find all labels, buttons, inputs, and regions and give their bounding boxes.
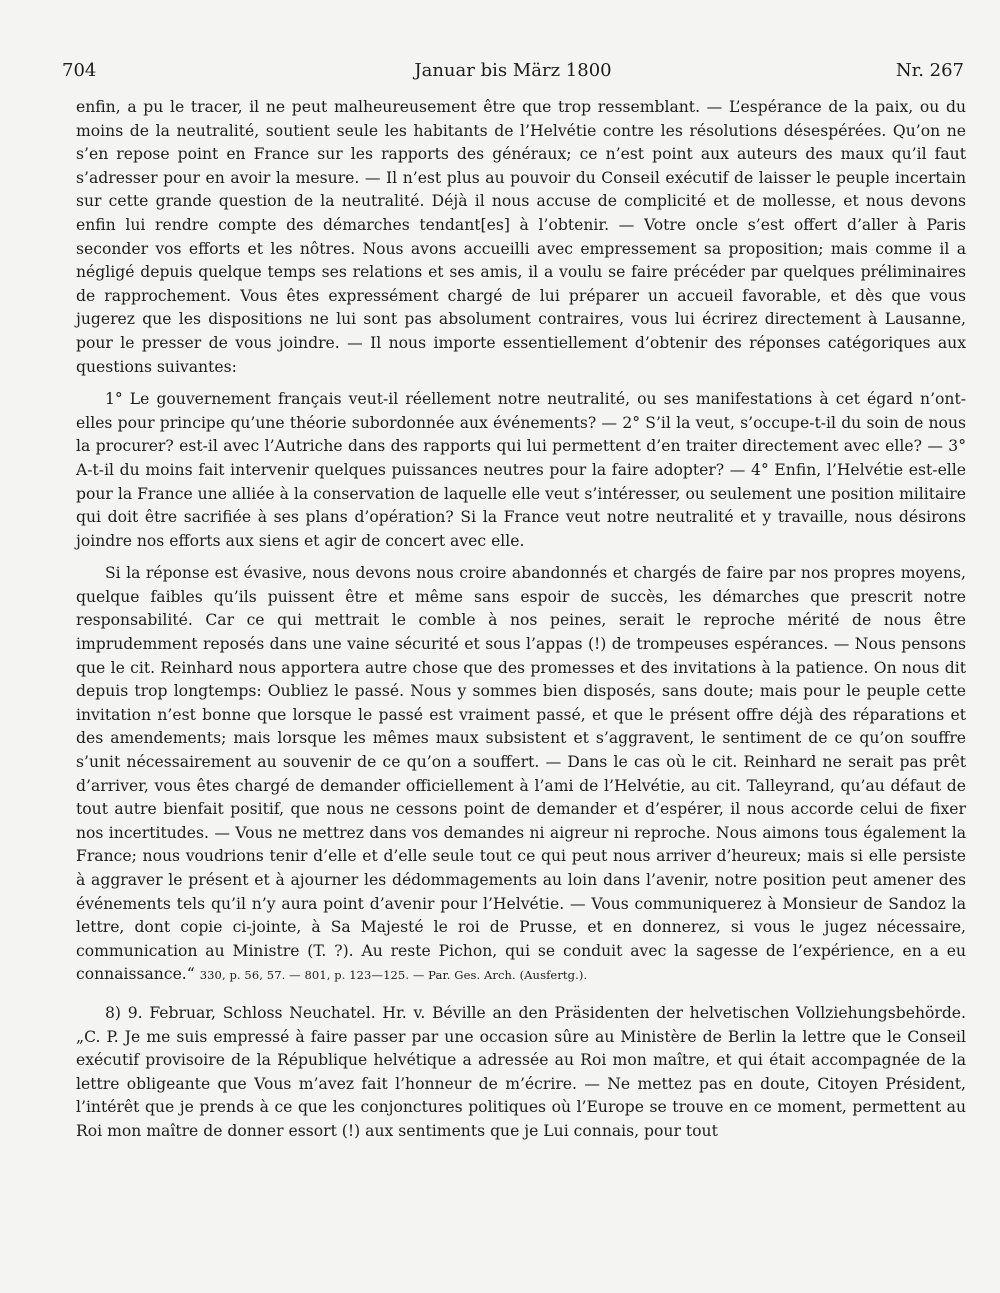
paragraph-3-text: Si la réponse est évasive, nous devons nous croire abandonnés et chargés de faire par nos propres moyens, quelque faibles qu’ils puissent être et même sans espoir de succès, les démarches que prescrit notre responsabilité. Car ce qui mettrait le comble à nos peines, serait le reproche mérité de nous être imprudemment reposés dans une vaine sécurité et sous l’appas (!) de trompeuses espérances. — Nous pensons que le cit. Reinhard nous apportera autre chose que des promesses et des invitations à la patience. On nous dit depuis trop longtemps: Oubliez le passé. Nous y sommes bien disposés, sans doute; mais pour le peuple cette invitation n’est bonne que lorsque le passé est vraiment passé, et que le présent offre déjà des réparations et des amendements; mais lorsque les mêmes maux subsistent et s’aggravent, le sentiment de ce qu’on souffre s’unit nécessairement au souvenir de ce qu’on a souffert. — Dans le cas où le cit. Reinhard ne serait pas prêt d’arriver, vous êtes chargé de demander officiellement à l’ami de l’Helvétie, au cit. Talleyrand, qu’au défaut de tout autre bienfait positif, que nous ne cessons point de demander et d’espérer, il nous accorde celui de fixer nos incertitudes. — Vous ne mettrez dans vos demandes ni aigreur ni reproche. Nous aimons tous également la France; nous voudrions tenir d’elle et d’elle seule tout ce qui peut nous arriver d’heureux; mais si elle persiste à aggraver le présent et à ajourner les dédommagements au loin dans l’avenir, notre position peut amener des événements tels qu’il n’y aura point d’avenir pour l’Helvétie. — Vous communiquerez à Monsieur de Sandoz la lettre, dont copie ci-jointe, à Sa Majesté le roi de Prusse, et en donnerez, si vous le jugez nécessaire, communication au Ministre (T. ?). Au reste Pichon, qui se conduit avec la sagesse de l’expérience, en a eu connaissance.“ [76,564,966,984]
running-title: Januar bis März 1800 [414,60,612,81]
paragraph-1: enfin, a pu le tracer, il ne peut malheureusement être que trop ressemblant. — L’espérance de la paix, ou du moins de la neutralité, soutient seule les habitants de l’Helvétie contre les résolutions désespérées. Qu’on ne s’en repose point en France sur les rapports des généraux; ce n’est point aux auteurs des maux qu’il faut s’adresser pour en avoir la mesure. — Il n’est plus au pouvoir du Conseil exécutif de laisser le peuple incertain sur cette grande question de la neutralité. Déjà il nous accuse de complicité et de mollesse, et nous devons enfin lui rendre compte des démarches tendant[es] à l’obtenir. — Votre oncle s’est offert d’aller à Paris seconder vos efforts et les nôtres. Nous avons accueilli avec empressement sa proposition; mais comme il a négligé depuis quelque temps ses relations et ses amis, il a voulu se faire précéder par quelques préliminaires de rapprochement. Vous êtes expressément chargé de lui préparer un accueil favorable, et dès que vous jugerez que les dispositions ne lui sont pas absolument contraires, vous lui écrirez directement à Lausanne, pour le presser de vous joindre. — Il nous importe essentiellement d’obtenir des réponses catégoriques aux questions suivantes: [76,98,966,376]
document-number: Nr. 267 [895,60,964,81]
page-header [62,60,964,86]
paragraph-questions: 1° Le gouvernement français veut-il réellement notre neutralité, ou ses manifestations à cet égard n’ont-elles pour principe qu’une théorie subordonnée aux événements? — 2° S’il la veut, s’occupe-t-il du soin de nous la procurer? est-il avec l’Autriche dans des rapports qui lui permettent d’en traiter directement avec elle? — 3° A-t-il du moins fait intervenir quelques puissances neutres pour la faire adopter? — 4° Enfin, l’Helvétie est-elle pour la France une alliée à la conservation de laquelle elle veut s’intéresser, ou seulement une position militaire qui doit être sacrifiée à ses plans d’opération? Si la France veut notre neutralité et y travaille, nous désirons joindre nos efforts aux siens et agir de concert avec elle. [76,390,966,550]
paragraph-entry-8: 8) 9. Februar, Schloss Neuchatel. Hr. v. Béville an den Präsidenten der helvetischen Vollziehungsbehörde. „C. P. Je me suis empressé à faire passer par une occasion sûre au Ministère de Berlin la lettre que le Conseil exécutif provisoire de la République helvétique a adressée au Roi mon maître, et qui était accompagnée de la lettre obligeante que Vous m’avez fait l’honneur de m’écrire. — Ne mettez pas en doute, Citoyen Président, l’intérêt que je prends à ce que les conjonctures politiques où l’Europe se trouve en ce moment, permettent au Roi mon maître de donner essort (!) aux sentiments que je Lui connais, pour tout [76,1003,966,1140]
page-number: 704 [62,60,97,81]
page-body [76,96,966,1144]
paragraph-3 [76,562,966,988]
source-citation: 330, p. 56, 57. — 801, p. 123—125. — Par. Ges. Arch. (Ausfertg.). [199,968,588,983]
